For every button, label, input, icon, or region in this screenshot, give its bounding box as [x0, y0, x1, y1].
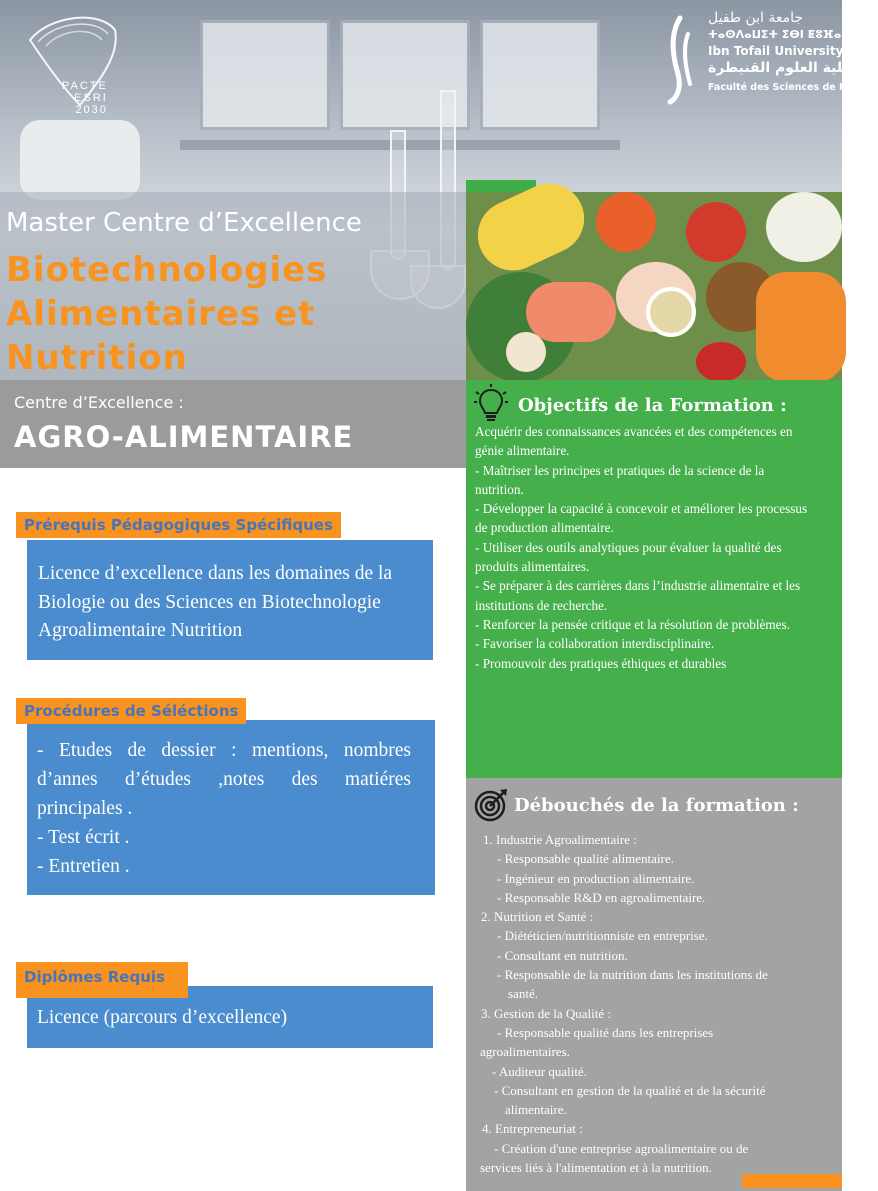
debouche-category: 2. Nutrition et Santé : — [481, 909, 594, 925]
debouche-item: - Ingénieur en production alimentaire. — [497, 870, 695, 886]
debouches-title: Débouchés de la formation : — [514, 795, 799, 816]
faculty-arabic-name: كلية العلوم القنيطرة — [708, 60, 851, 76]
lightbulb-icon — [474, 384, 508, 422]
objectifs-section — [466, 380, 842, 778]
lab-window — [200, 20, 330, 130]
quinoa-bowl — [646, 287, 696, 337]
microscope — [20, 120, 140, 200]
debouche-item: - Consultant en gestion de la qualité et de la sécurité — [494, 1082, 766, 1098]
procedures-list — [37, 736, 411, 881]
debouche-item: - Consultant en nutrition. — [497, 947, 628, 963]
debouche-item: - Responsable qualité alimentaire. — [497, 851, 674, 867]
debouche-item-continued: santé. — [508, 986, 538, 1002]
debouche-category: 4. Entrepreneuriat : — [482, 1121, 583, 1137]
tomatoes-bottom — [696, 342, 746, 382]
objectif-line: Acquérir des connaissances avancées et des compétences en — [475, 424, 793, 439]
objectifs-list — [475, 422, 822, 673]
university-emblem-icon — [660, 14, 700, 104]
objectif-line: - Se préparer à des carrières dans l’industrie alimentaire et les — [475, 578, 801, 594]
objectif-line: produits alimentaires. — [475, 559, 590, 575]
prerequis-box — [27, 540, 433, 660]
debouches-section — [466, 778, 842, 1191]
debouche-item: - Responsable de la nutrition dans les institutions de — [497, 967, 768, 983]
debouche-item: - Diététicien/nutritionniste en entreprise. — [497, 928, 708, 944]
diplomes-title: Diplômes Requis — [16, 962, 188, 998]
objectif-line: nutrition. — [475, 481, 524, 497]
procedure-item: - Etudes de dessier : mentions, nombres d’annes d’études ,notes des matiéres principales . — [37, 740, 411, 819]
university-english-name: Ibn Tofail University — [708, 44, 844, 58]
procedures-title: Procédures de Séléctions — [16, 698, 246, 724]
debouches-list — [480, 830, 826, 1177]
cauliflower — [766, 192, 842, 262]
pacte-logo-text: PACTE ESRI 2030 — [62, 80, 108, 116]
debouche-item: - Création d'une entreprise agroalimentaire ou de — [494, 1140, 749, 1156]
centre-excellence-band — [0, 380, 466, 468]
objectif-line: - Développer la capacité à concevoir et améliorer les processus — [475, 501, 808, 517]
university-tifinagh-name: ⵜⴰⵙⴷⴰⵡⵉⵜ ⵉⴱⵏ ⵟⵓⴼⴰⵢⵍ — [708, 28, 859, 41]
salmon — [526, 282, 616, 342]
diplomes-text: Licence (parcours d’excellence) — [37, 1007, 288, 1028]
debouche-item: - Responsable qualité dans les entreprises — [497, 1024, 714, 1040]
target-icon — [474, 788, 508, 822]
objectif-line: - Favoriser la collaboration interdisciplinaire. — [475, 636, 715, 652]
debouche-item-continued: alimentaire. — [505, 1102, 567, 1118]
peppers — [686, 202, 746, 262]
objectifs-title: Objectifs de la Formation : — [518, 395, 787, 416]
debouche-category: 1. Industrie Agroalimentaire : — [483, 832, 637, 847]
debouche-item: - Auditeur qualité. — [492, 1063, 587, 1079]
objectif-line: - Renforcer la pensée critique et la résolution de problèmes. — [475, 616, 790, 632]
debouche-item-continued: agroalimentaires. — [480, 1044, 570, 1060]
prerequis-text: Licence d’excellence dans les domaines de la Biologie ou des Sciences en Biotechnologie Agroalimentaire Nutrition — [38, 563, 393, 641]
centre-value: AGRO-ALIMENTAIRE — [14, 420, 354, 454]
food-photo — [466, 192, 842, 380]
carrots — [756, 272, 846, 382]
procedures-box — [27, 720, 435, 895]
faculty-french-name: Faculté des Sciences de Kénitra — [708, 82, 878, 93]
orange-accent-bar — [742, 1174, 842, 1188]
debouche-item-continued: services liés à l'alimentation et à la nutrition. — [480, 1160, 712, 1176]
debouche-item: - Responsable R&D en agroalimentaire. — [497, 889, 706, 905]
procedure-item: - Entretien . — [37, 856, 130, 877]
centre-label: Centre d’Excellence : — [14, 393, 184, 412]
objectif-line: institutions de recherche. — [475, 597, 608, 613]
objectif-line: - Utiliser des outils analytiques pour évaluer la qualité des — [475, 539, 782, 555]
objectif-line: génie alimentaire. — [475, 443, 570, 459]
objectif-line: - Maîtriser les principes et pratiques de la science de la — [475, 462, 765, 478]
tomatoes — [596, 192, 656, 252]
lab-window — [480, 20, 600, 130]
ibn-tofail-university-logo — [660, 8, 878, 108]
objectif-line: - Promouvoir des pratiques éthiques et durables — [475, 655, 727, 671]
prerequis-title: Prérequis Pédagogiques Spécifiques — [16, 512, 341, 538]
debouche-category: 3. Gestion de la Qualité : — [481, 1005, 611, 1021]
university-arabic-name: جامعة ابن طفيل — [708, 10, 804, 26]
egg — [506, 332, 546, 372]
objectif-line: de production alimentaire. — [475, 520, 614, 536]
master-title-block — [0, 192, 466, 380]
master-subtitle: Master Centre d’Excellence — [6, 208, 362, 238]
master-program-name: Biotechnologies Alimentaires et Nutrition — [6, 250, 328, 378]
procedure-item: - Test écrit . — [37, 827, 130, 848]
